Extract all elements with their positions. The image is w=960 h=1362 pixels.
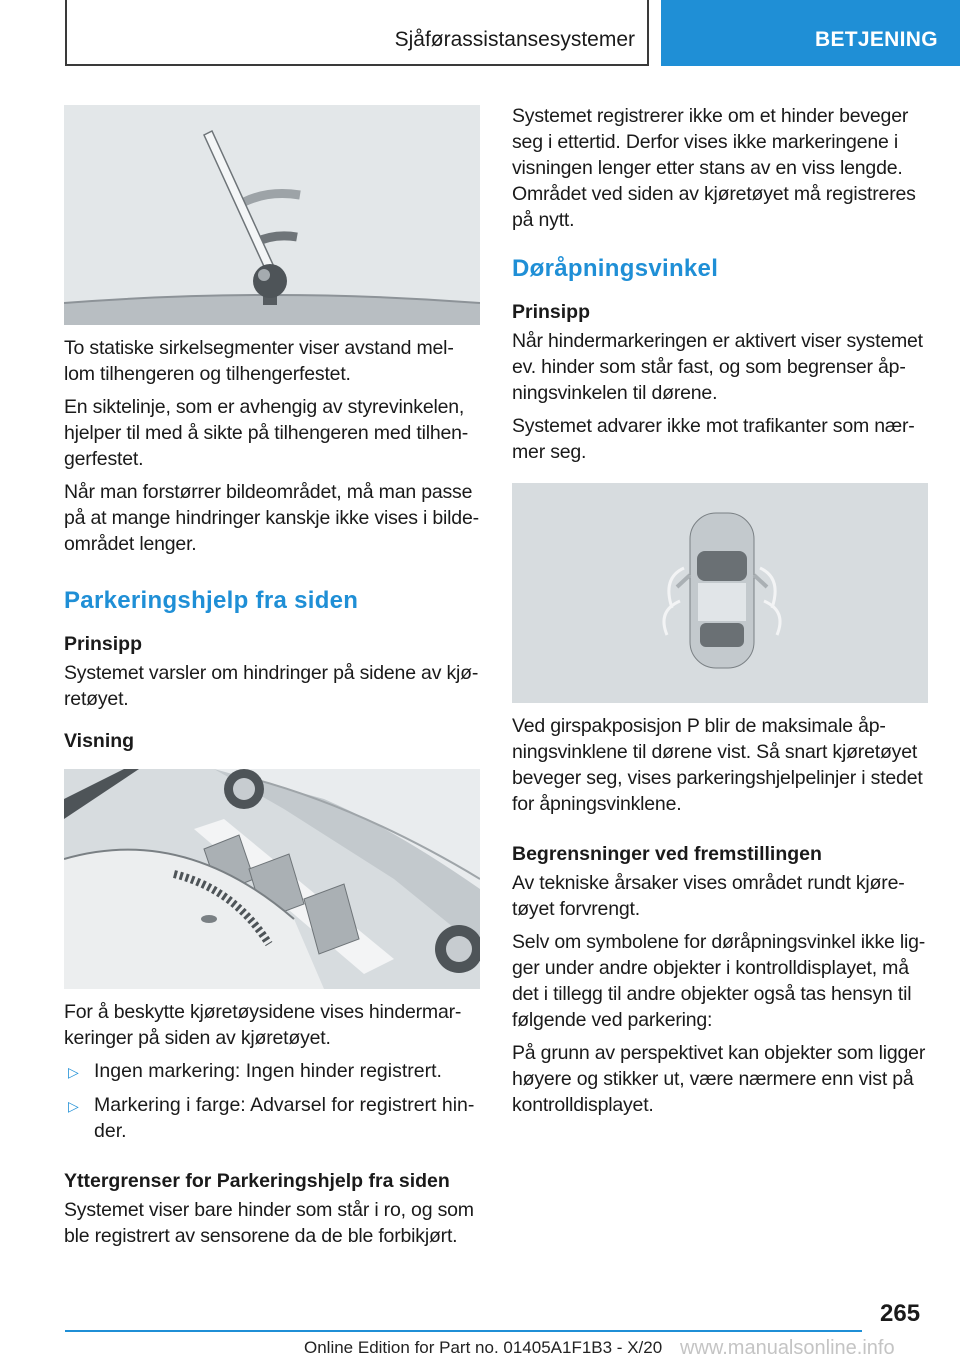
paragraph: En siktelinje, som er avhengig av styrevinkelen, hjelper til med å sikte på tilhengeren med tilhen-gerfestet. xyxy=(64,396,469,470)
edition-text: Online Edition for Part no. 01405A1F1B3 - X/20 xyxy=(304,1338,663,1357)
paragraph: For å beskytte kjøretøysidene vises hindermar-keringer på siden av kjøretøyet. xyxy=(64,1001,462,1049)
triangle-bullet-icon: ▷ xyxy=(68,1098,79,1114)
chapter-tab xyxy=(661,0,960,66)
list-item: ▷ Markering i farge: Advarsel for registrert hin-der. xyxy=(68,1094,475,1142)
section-heading: Døråpningsvinkel xyxy=(512,255,719,282)
list-item: ▷ Ingen markering: Ingen hinder registrert. xyxy=(64,1058,480,1084)
paragraph: Når hindermarkeringen er aktivert viser systemet ev. hinder som står fast, og som begrenser åp-ningsvinkelen til dørene. xyxy=(512,330,923,404)
paragraph: Systemet registrerer ikke om et hinder beveger seg i ettertid. Derfor vises ikke markeringene i visningen lenger etter stans av en viss lengde. Området ved siden av kjøretøyet må registreres på nytt. xyxy=(512,105,916,231)
subheading: Prinsipp xyxy=(64,633,143,655)
paragraph: Ved girspakposisjon P blir de maksimale åp-ningsvinklene til dørene vist. Så snart kjøretøyet beveger seg, vises parkeringshjelpelinjer i stedet for åpningsvinklene. xyxy=(512,715,923,815)
paragraph: På grunn av perspektivet kan objekter som ligger høyere og stikker ut, være nærmere enn vist på kontrolldisplayet. xyxy=(512,1042,926,1116)
subheading: Visning xyxy=(64,730,135,752)
subheading: Prinsipp xyxy=(512,301,591,323)
section-heading: Parkeringshjelp fra siden xyxy=(64,587,359,614)
section-tab xyxy=(65,0,649,66)
side-parking-view-illustration xyxy=(64,769,480,989)
watermark: www.manualsonline.info xyxy=(680,1337,895,1359)
paragraph: Selv om symbolene for døråpningsvinkel ikke lig-ger under andre objekter i kontrolldisplayet, må det i tillegg til andre objekter også tas hensyn til følgende ved parkering: xyxy=(512,931,926,1031)
right-column xyxy=(512,103,928,1125)
paragraph: Systemet advarer ikke mot trafikanter som nær-mer seg. xyxy=(512,415,915,463)
paragraph: Når man forstørrer bildeområdet, må man passe på at mange hindringer kanskje ikke vises i bilde-området lenger. xyxy=(64,481,479,555)
subheading: Begrensninger ved fremstillingen xyxy=(512,843,822,865)
door-opening-angle-illustration xyxy=(512,483,928,703)
subheading: Yttergrenser for Parkeringshjelp fra siden xyxy=(64,1170,450,1192)
paragraph: Av tekniske årsaker vises området rundt kjøre-tøyet forvrengt. xyxy=(512,872,905,920)
paragraph: To statiske sirkelsegmenter viser avstand mel-lom tilhengeren og tilhengerfestet. xyxy=(64,337,454,385)
bullet-list xyxy=(64,1058,480,1144)
chapter-title: BETJENING xyxy=(815,28,938,51)
left-column xyxy=(64,105,480,1256)
section-title: Sjåførassistansesystemer xyxy=(394,28,635,51)
trailer-hitch-view-illustration xyxy=(64,105,480,325)
footer-divider xyxy=(65,1330,862,1332)
paragraph: Systemet viser bare hinder som står i ro, og som ble registrert av sensorene da de ble forbikjørt. xyxy=(64,1199,474,1247)
paragraph: Systemet varsler om hindringer på sidene av kjø-retøyet. xyxy=(64,662,479,710)
page-number: 265 xyxy=(880,1300,921,1327)
triangle-bullet-icon: ▷ xyxy=(68,1064,79,1080)
page-header xyxy=(0,0,960,66)
